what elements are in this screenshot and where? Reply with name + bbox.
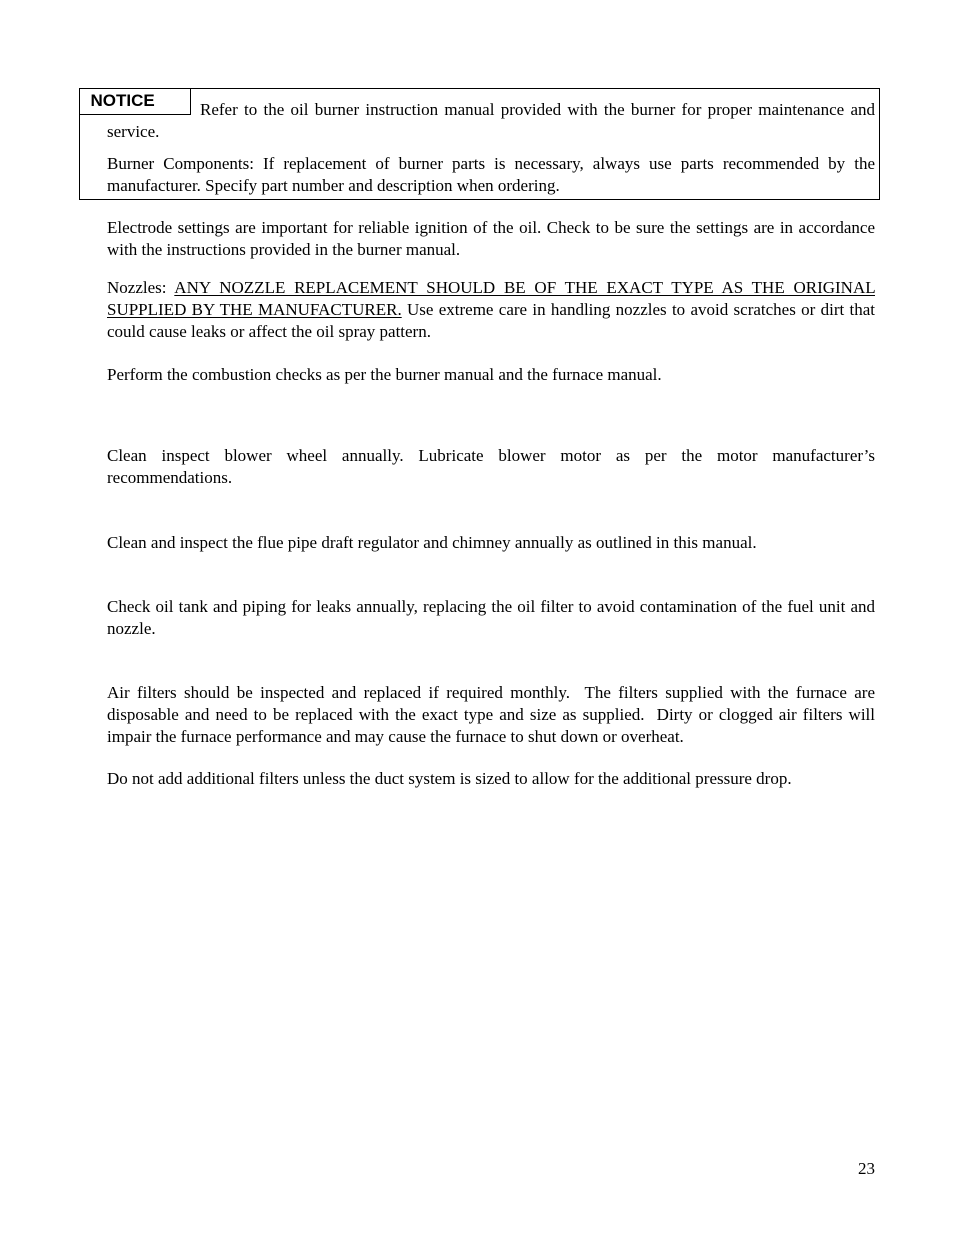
electrode-settings-paragraph: Electrode settings are important for reliable ignition of the oil. Check to be sure the settings are in accordance with the instructions provided in the burner manual. bbox=[107, 218, 875, 259]
notice-burner-components-text: Burner Components: If replacement of burner parts is necessary, always use parts recommended by the manufacturer. Specify part number and description when ordering. bbox=[107, 154, 875, 195]
additional-filters-paragraph: Do not add additional filters unless the duct system is sized to allow for the additional pressure drop. bbox=[107, 769, 792, 788]
nozzles-paragraph bbox=[107, 277, 875, 343]
oil-tank-paragraph: Check oil tank and piping for leaks annually, replacing the oil filter to avoid contamination of the fuel unit and nozzle. bbox=[107, 597, 875, 638]
notice-maintenance-text: Refer to the oil burner instruction manual provided with the burner for proper maintenance and service. bbox=[107, 100, 875, 141]
nozzles-rest: Use extreme care in handling nozzles to avoid scratches or dirt that could cause leaks or affect the oil spray pattern. bbox=[107, 300, 875, 341]
blower-paragraph: Clean inspect blower wheel annually. Lubricate blower motor as per the motor manufacturer’s recommendations. bbox=[107, 446, 875, 487]
air-filters-paragraph: Air filters should be inspected and replaced if required monthly. The filters supplied with the furnace are disposable and need to be replaced with the exact type and size as supplied. Dirty or clogged air filters will impair the furnace performance and may cause the furnace to shut down or overheat. bbox=[107, 683, 875, 746]
combustion-checks-paragraph: Perform the combustion checks as per the burner manual and the furnace manual. bbox=[107, 365, 662, 384]
nozzles-prefix: Nozzles: bbox=[107, 278, 175, 297]
notice-label: NOTICE bbox=[79, 88, 191, 115]
nozzles-manufacturer-underlined: SUPPLIED BY THE MANUFACTURER. bbox=[107, 300, 402, 319]
page-number: 23 bbox=[858, 1159, 875, 1178]
flue-pipe-paragraph: Clean and inspect the flue pipe draft regulator and chimney annually as outlined in this manual. bbox=[107, 533, 757, 552]
nozzles-warning-underlined: ANY NOZZLE REPLACEMENT SHOULD BE OF THE EXACT TYPE AS THE ORIGINAL bbox=[174, 278, 875, 297]
